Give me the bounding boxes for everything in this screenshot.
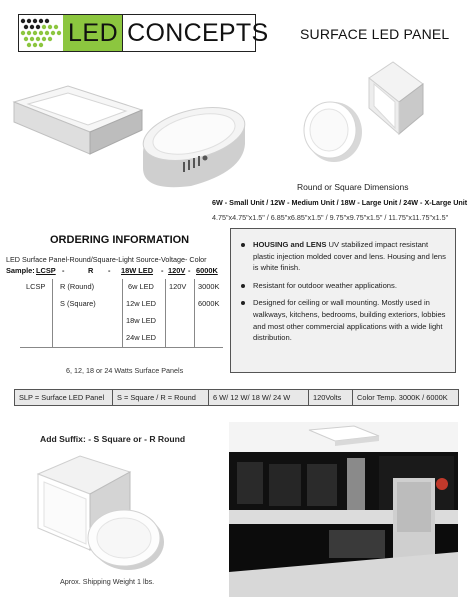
table-wattage: 24w LED: [126, 333, 156, 342]
feature-item: [239, 297, 447, 343]
features-box: [230, 228, 456, 373]
sample-dash: -: [62, 266, 65, 275]
logo-concepts-text: CONCEPTS: [122, 15, 268, 51]
sample-shape: R: [88, 266, 94, 275]
code-table: [14, 389, 459, 406]
feature-item: [239, 239, 447, 274]
round-panel-side-image: [300, 96, 370, 171]
feature-text: UV stabilized impact resistant plastic injection molded cover and lens. Housing and lens is white finish.: [253, 240, 446, 273]
feature-text: Designed for ceiling or wall mounting. Mostly used in walkways, kitchens, bedrooms, building exteriors, lobbies and most other commercial applications with a wide light distribution.: [253, 298, 446, 343]
sample-dash: -: [188, 266, 191, 275]
table-shape: S (Square): [60, 299, 96, 308]
sample-wattage: 18W LED: [121, 266, 154, 275]
watts-note: 6, 12, 18 or 24 Watts Surface Panels: [66, 366, 184, 375]
sample-dash: -: [161, 266, 164, 275]
code-cell: 120Volts: [309, 390, 353, 405]
page-title: SURFACE LED PANEL: [300, 26, 450, 42]
round-panel-image: [135, 100, 250, 195]
sample-model: LCSP: [36, 266, 56, 275]
feature-item: [239, 280, 447, 292]
sample-color: 6000K: [196, 266, 218, 275]
code-cell: 6 W/ 12 W/ 18 W/ 24 W: [209, 390, 309, 405]
sample-voltage: 120V: [168, 266, 186, 275]
dimensions-caption: Round or Square Dimensions: [297, 182, 409, 192]
ordering-subtitle: LED Surface Panel-Round/Square-Light Source-Voltage- Color: [6, 255, 207, 264]
suffix-text: Add Suffix: - S Square or - R Round: [40, 434, 186, 444]
logo-led-text: LED: [63, 15, 122, 51]
sizes-line: 6W - Small Unit / 12W - Medium Unit / 18W - Large Unit / 24W - X-Large Unit: [212, 198, 468, 207]
table-shape: R (Round): [60, 282, 95, 291]
dimensions-line: 4.75"x4.75"x1.5" / 6.85"x6.85"x1.5" / 9.75"x9.75"x1.5" / 11.75"x11.75"x1.5": [212, 213, 449, 222]
sample-label: Sample:: [6, 266, 35, 275]
table-voltage: 120V: [169, 282, 187, 291]
code-cell: Color Temp. 3000K / 6000K: [357, 393, 448, 402]
feature-bold: HOUSING and LENS: [253, 240, 327, 249]
table-color: 3000K: [198, 282, 220, 291]
panel-pair-image: [32, 450, 172, 575]
kitchen-photo: [229, 422, 458, 597]
sample-dash: -: [108, 266, 111, 275]
code-cell: S = Square / R = Round: [113, 390, 209, 405]
table-color: 6000K: [198, 299, 220, 308]
square-panel-side-image: [365, 58, 427, 138]
logo-dots-icon: [19, 15, 63, 51]
brand-logo: [18, 14, 269, 52]
table-wattage: 12w LED: [126, 299, 156, 308]
ordering-table: [20, 279, 223, 351]
ordering-title: ORDERING INFORMATION: [50, 234, 190, 246]
shipping-weight: Aprox. Shipping Weight 1 lbs.: [60, 577, 155, 586]
table-wattage: 18w LED: [126, 316, 156, 325]
table-wattage: 6w LED: [128, 282, 154, 291]
feature-text: Resistant for outdoor weather applications.: [253, 280, 397, 290]
square-panel-image: [10, 82, 145, 162]
table-model: LCSP: [26, 282, 46, 291]
code-cell: SLP = Surface LED Panel: [15, 390, 113, 405]
